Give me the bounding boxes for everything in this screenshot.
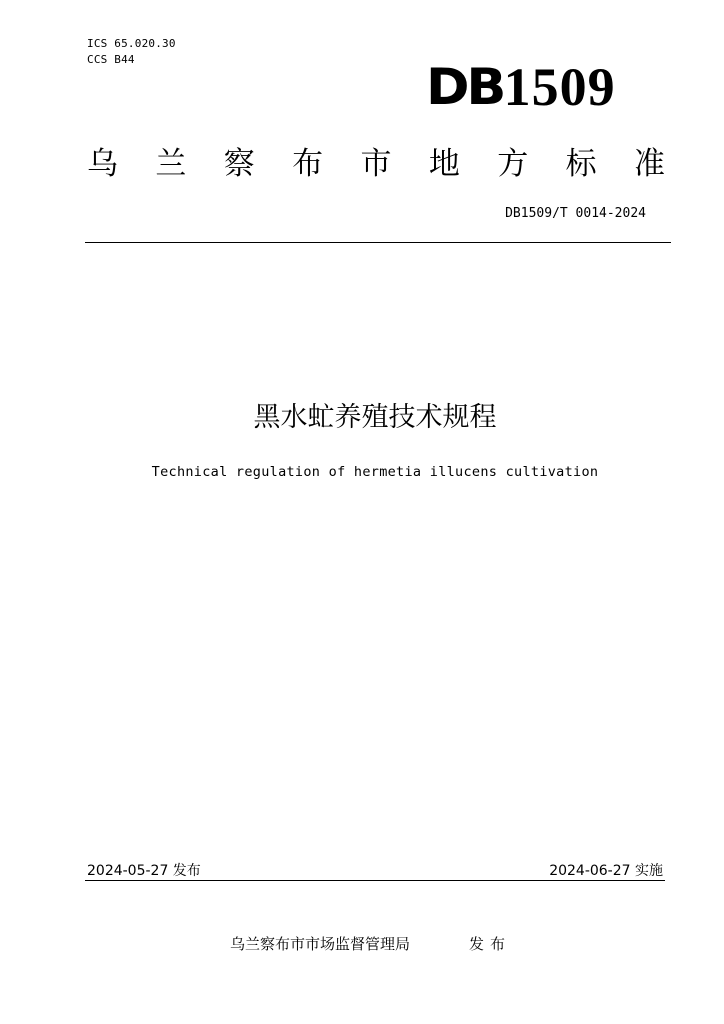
publisher-name: 乌兰察布市市场监督管理局 [230, 935, 411, 953]
logo-letters: DB [426, 58, 504, 116]
heading-char: 市 [360, 146, 392, 182]
ccs-code: CCS B44 [87, 53, 135, 66]
standard-number: DB1509/T 0014-2024 [505, 206, 646, 221]
classification-codes [87, 36, 176, 68]
publish-label: 发布 [469, 935, 512, 953]
heading-char: 布 [292, 146, 324, 182]
logo-digits: 1509 [503, 57, 616, 117]
heading-char: 乌 [87, 146, 118, 182]
ics-code: ICS 65.020.30 [87, 37, 176, 50]
db-logo [426, 50, 616, 117]
heading-char: 方 [497, 146, 529, 182]
header-divider [85, 242, 671, 243]
footer-divider [85, 880, 665, 881]
heading-char: 准 [634, 146, 665, 182]
document-title: 黑水虻养殖技术规程 [253, 402, 497, 433]
implementation-date: 2024-06-27 实施 [549, 863, 663, 879]
heading-char: 标 [565, 146, 597, 182]
heading-char: 兰 [155, 146, 187, 182]
heading-char: 察 [223, 146, 255, 182]
heading-char: 地 [428, 146, 460, 182]
standard-category-heading [87, 142, 665, 186]
document-subtitle-english: Technical regulation of hermetia illucens cultivation [151, 464, 599, 480]
issue-date: 2024-05-27 发布 [87, 863, 201, 879]
